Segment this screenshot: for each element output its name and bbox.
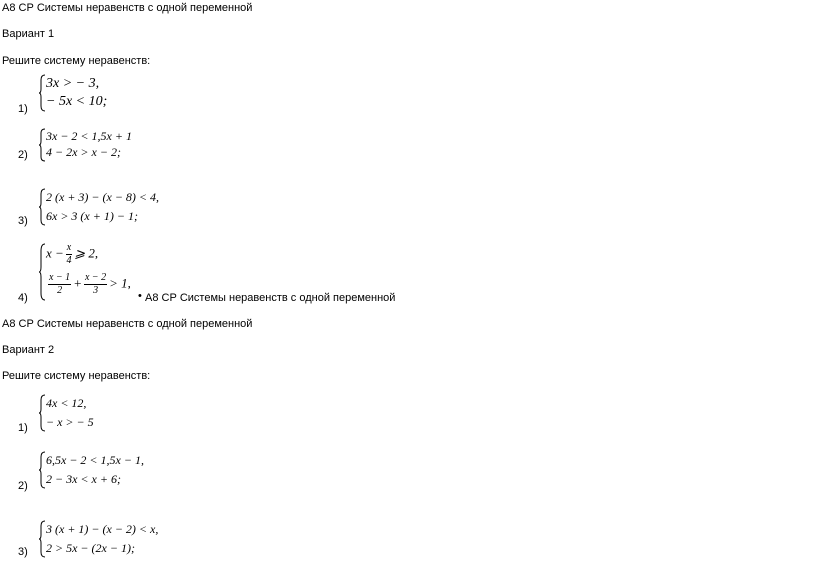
inequality-system — [38, 74, 138, 114]
brace-icon — [38, 243, 46, 301]
system-line: 3x > − 3, — [46, 76, 100, 91]
brace-icon — [38, 128, 46, 162]
variant-label: Вариант 2 — [2, 344, 55, 356]
variant-label: Вариант 1 — [2, 28, 55, 40]
system-line: 2 − 3x < x + 6; — [46, 472, 121, 486]
system-line: 2 > 5x − (2x − 1); — [46, 541, 135, 555]
inequality-system — [38, 394, 138, 434]
item-number: 1) — [18, 103, 28, 115]
doc-title: А8 СР Системы неравенств с одной переменной — [2, 318, 253, 330]
task-text: Решите систему неравенств: — [2, 55, 151, 67]
item-number: 1) — [18, 422, 28, 434]
doc-title: А8 СР Системы неравенств с одной переменной — [2, 2, 253, 14]
brace-icon — [38, 74, 46, 112]
system-line: 6,5x − 2 < 1,5x − 1, — [46, 453, 144, 467]
item-number: 2) — [18, 149, 28, 161]
inequality-system — [38, 520, 178, 560]
brace-icon — [38, 520, 46, 558]
task-text: Решите систему неравенств: — [2, 370, 151, 382]
system-line: 4 − 2x > x − 2; — [46, 145, 121, 159]
system-line: 3 (x + 1) − (x − 2) < x, — [46, 522, 159, 536]
system-line: 4x < 12, — [46, 396, 87, 410]
brace-icon — [38, 188, 46, 226]
item-number: 4) — [18, 292, 28, 304]
brace-icon — [38, 451, 46, 489]
system-line: x − $\frac{x}{4}$ ⩾ 2, — [46, 242, 99, 266]
item-number: 3) — [18, 215, 28, 227]
inequality-system — [38, 188, 178, 228]
inequality-system — [38, 451, 178, 491]
system-line: $\frac{x - 1}{2}$ + $\frac{x - 2}{3}$ > 1, — [49, 272, 131, 296]
inequality-system — [38, 128, 158, 164]
system-line: 2 (x + 3) − (x − 8) < 4, — [46, 190, 160, 204]
system-line: 6x > 3 (x + 1) − 1; — [46, 209, 138, 223]
item-number: 3) — [18, 546, 28, 558]
system-line: 3x − 2 < 1,5x + 1 — [46, 129, 132, 143]
system-line: − x > − 5 — [46, 415, 94, 429]
brace-icon — [38, 394, 46, 432]
item-number: 2) — [18, 480, 28, 492]
system-line: − 5x < 10; — [46, 94, 108, 109]
bullet-icon: • — [138, 290, 142, 302]
inline-title: А8 СР Системы неравенств с одной переменной — [145, 292, 396, 304]
